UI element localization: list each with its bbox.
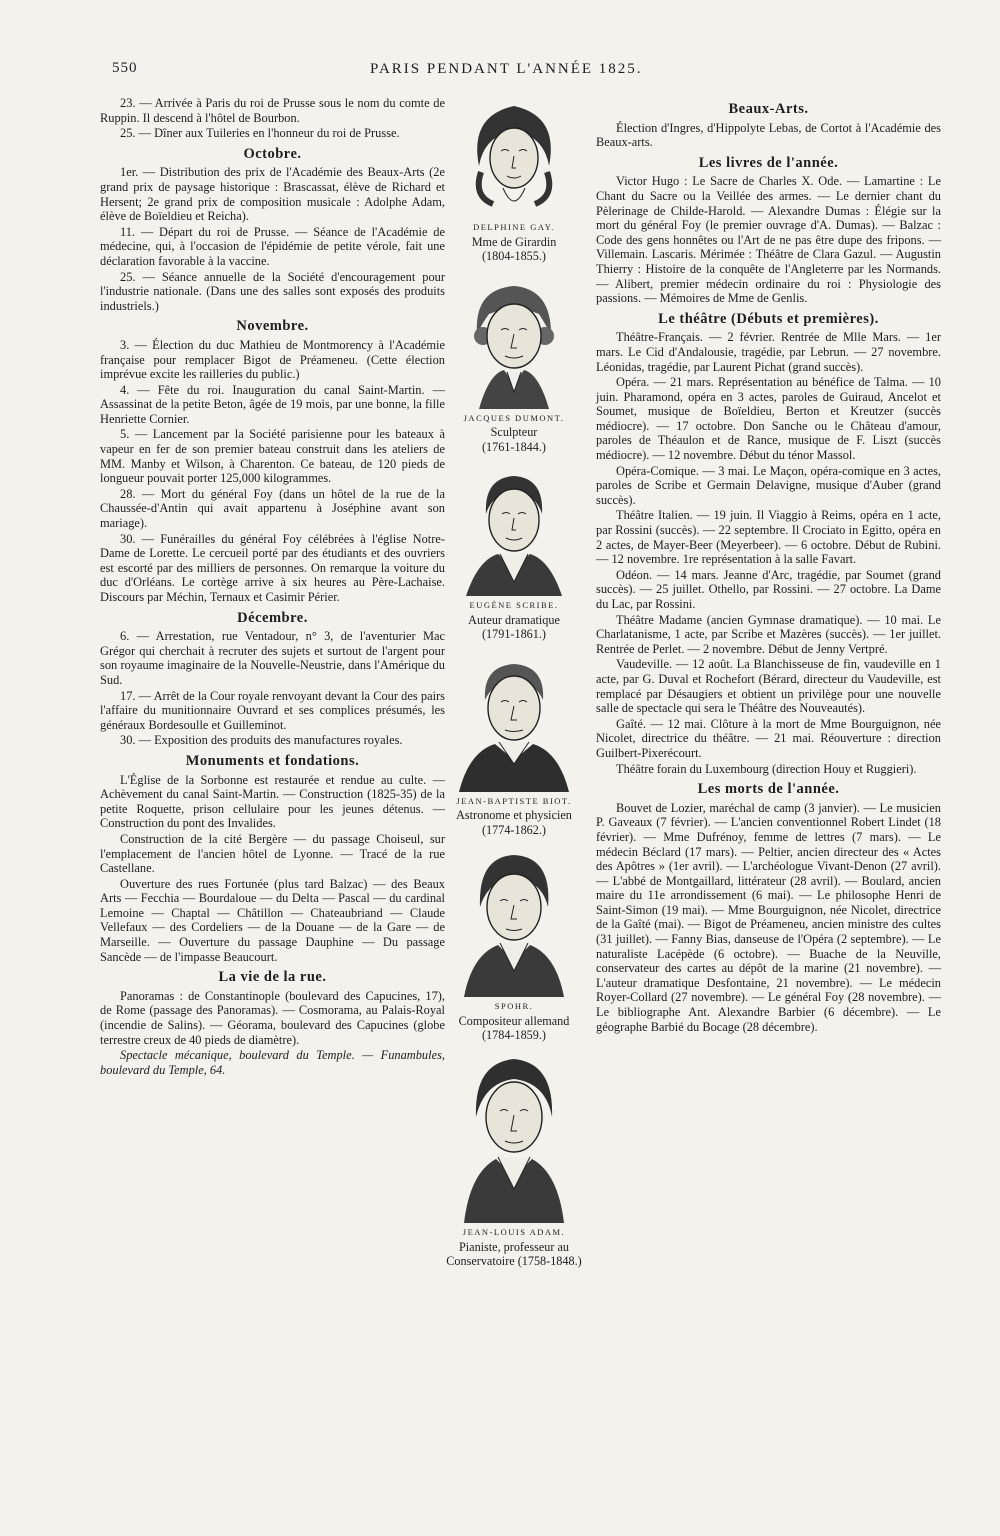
entry-paragraph: 3. — Élection du duc Mathieu de Montmorency à l'Académie française pour remplacer Bigot de Préameneu. (Cette élection imprévue excite les railleries du public.): [100, 337, 445, 382]
portrait-dates: (1804-1855.): [482, 249, 546, 264]
entry-paragraph: Théâtre forain du Luxembourg (direction Houy et Ruggieri).: [616, 761, 917, 776]
portrait-role: Compositeur allemand: [458, 1013, 570, 1028]
entry-paragraph: 1er. — Distribution des prix de l'Académie des Beaux-Arts (2e grand prix de paysage historique : Brascassat, élève de Richard et Hersent; 2e grand prix de composition musicale : Adolphe Adam, élève de Boïeldieu et Reicha).: [100, 165, 445, 224]
portrait-woman-icon: [459, 96, 569, 218]
portrait-block-eugene-scribe: [432, 464, 596, 642]
entry-paragraph: Vaudeville. — 12 août. La Blanchisseuse de fin, vaudeville en 1 acte, par G. Duval et Rochefort (Bérard, directeur du Vaudeville, est remplacé par Désaugiers et obtient un privilège pour une nouvelle salle de spectacle qui sera le Théâtre des Nouveautés).: [596, 657, 941, 716]
portrait-name: SPOHR.: [494, 1001, 534, 1012]
section-heading-december: Décembre.: [237, 609, 308, 626]
entry-paragraph: Bouvet de Lozier, maréchal de camp (3 janvier). — Le musicien P. Gaveaux (7 février). — L'ancien conventionnel Robert Lindet (18 février). — Mme Dufrénoy, femme de lettres (7 mars). — Le médecin Béclard (17 mars). — Peltier, ancien directeur des « Actes des Apôtres » (1er avril). — L'archéologue Vivant-Denon (27 avril). — L'abbé de Montgaillard, littérateur (28 avril). — Boulard, ancien maire du 11e arrondissement (6 mai). — Le philosophe Henri de Saint-Simon (19 mai). — Mme Bourguignon, née Nicolet, directrice de la Gaîté (mai). — Bigot de Préameneu, ancien ministre des cultes (31 juillet). — Fanny Bias, danseuse de l'Opéra (2 septembre). — Le naturaliste Lacépède (6 octobre). — Buache de la Neuville, conservateur des cartes au dépôt de la marine (21 novembre). — L'auteur dramatique Desfontaine, 21 novembre). — Le médecin Royer-Collard (27 novembre). — Le général Foy (28 novembre). — Le bibliographe Ant. Alexandre Barbier (6 décembre). — Le géographe Barbié du Bocage (28 décembre).: [596, 800, 941, 1034]
portrait-man-icon: [460, 847, 568, 997]
portrait-name: DELPHINE GAY.: [473, 222, 555, 232]
portrait-block-jacques-dumont: [432, 274, 596, 455]
portrait-name: EUGÈNE SCRIBE.: [469, 600, 559, 611]
portrait-column: [432, 96, 596, 1279]
entry-paragraph: Élection d'Ingres, d'Hippolyte Lebas, de Cortot à l'Académie des Beaux-arts.: [596, 120, 941, 150]
entry-paragraph: 25. — Dîner aux Tuileries en l'honneur du roi de Prusse.: [120, 126, 400, 141]
portrait-role: Auteur dramatique: [468, 612, 560, 627]
entry-paragraph: 17. — Arrêt de la Cour royale renvoyant devant la Cour des pairs l'affaire du munitionnaire Ouvrard et ses complices présumés, les généraux Bordesoulle et Guilleminot.: [100, 688, 445, 732]
entry-paragraph: Opéra. — 21 mars. Représentation au bénéfice de Talma. — 10 juin. Pharamond, opéra en 3 actes, paroles de Guiraud, Ancelot et Soumet, musique de Boïeldieu, Berton et Kreutzer (succès médiocre). — 17 octobre. Don Sanche ou le Château d'amour, paroles de Théaulon et de Rance, musique de F. Liszt (succès médiocre). — 12 novembre. Début du ténor Massol.: [596, 375, 941, 463]
entry-paragraph: Panoramas : de Constantinople (boulevard des Capucines, 17), de Rome (passage des Panoramas). — Cosmorama, au Palais-Royal (incendie de Salins). — Géorama, boulevard des Capucines (globe terrestre creux de 40 pieds de diamètre).: [100, 988, 445, 1047]
portrait-dates: (1761-1844.): [482, 439, 546, 454]
portrait-dates: (1784-1859.): [482, 1028, 546, 1043]
entry-paragraph: 30. — Exposition des produits des manufactures royales.: [120, 733, 403, 748]
entry-paragraph: Gaîté. — 12 mai. Clôture à la mort de Mme Bourguignon, née Nicolet, directrice du théâtre. — 21 mai. Réouverture : direction Guilbert-Pixerécourt.: [596, 716, 941, 760]
left-column: [100, 96, 445, 1078]
portrait-name: JEAN-BAPTISTE BIOT.: [456, 795, 572, 806]
portrait-man-icon: [459, 274, 569, 409]
entry-paragraph: 28. — Mort du général Foy (dans un hôtel de la rue de la Chaussée-d'Antin qui avait appartenu à Joséphine avant son mariage).: [100, 486, 445, 531]
portrait-dates: (1774-1862.): [482, 822, 546, 837]
section-heading-monuments: Monuments et fondations.: [185, 752, 360, 769]
entry-paragraph: 5. — Lancement par la Société parisienne pour les bateaux à vapeur en fer de son premier bateau construit dans les ateliers de MM. Manby et Wilson, à Charenton. Ce bateau, de 120 pieds de longueur pouvait porter 125,000 kilogrammes.: [100, 427, 445, 486]
portrait-dates: (1791-1861.): [482, 627, 546, 642]
entry-paragraph: Théâtre Italien. — 19 juin. Il Viaggio à Reims, opéra en 1 acte, par Rossini (succès). — 22 septembre. Il Crociato in Egitto, opéra en 2 actes, de Mayer-Beer (Meyerbeer). — 6 octobre. Début de Rubini. — 12 novembre. 1re représentation à la salle Favart.: [596, 508, 941, 567]
entry-paragraph: 6. — Arrestation, rue Ventadour, n° 3, de l'aventurier Mac Grégor qui cherchait à recruter des sujets et surtout de l'argent pour son royaume imaginaire de la Nouvelle-Neustrie, dans l'Amérique du Sud.: [100, 629, 445, 687]
entry-paragraph: 25. — Séance annuelle de la Société d'encouragement pour l'industrie nationale. (Dans une des salles sont exposés des produits industriels.): [100, 269, 445, 313]
portrait-role: Sculpteur: [490, 425, 538, 440]
section-heading-october: Octobre.: [243, 145, 302, 162]
section-heading-books: Les livres de l'année.: [698, 154, 839, 171]
portrait-man-icon: [460, 1053, 568, 1223]
section-heading-beaux-arts: Beaux-Arts.: [728, 101, 809, 117]
entry-paragraph: Théâtre Madame (ancien Gymnase dramatique). — 10 mai. Le Charlatanisme, 1 acte, par Scribe et Mazères (succès). — 1er juillet. Rentrée de Perlet. — 2 novembre. Début de Jenny Vertpré.: [596, 612, 941, 656]
entry-paragraph: Victor Hugo : Le Sacre de Charles X. Ode. — Lamartine : Le Chant du Sacre ou la Veillée des armes. — Le dernier chant du Pèlerinage de Childe-Harold. — Alexandre Dumas : Élégie sur la mort du général Foy (le premier ouvrage d'A. Dumas). — Balzac : Code des gens honnêtes ou l'Art de ne pas être dupe des fripons. — Villemain. Lascaris. Mérimée : Théâtre de Clara Gazul. — Augustin Thierry : Histoire de la conquête de l'Angleterre par les Normands. — Alibert, premier médecin ordinaire du roi : Physiologie des passions. — Mémoires de Mme de Genlis.: [596, 174, 941, 306]
section-heading-theatre: Le théâtre (Débuts et premières).: [658, 310, 879, 327]
section-heading-november: Novembre.: [236, 318, 309, 335]
entry-paragraph: Construction de la cité Bergère — du passage Choiseul, sur l'emplacement de l'ancien hôtel de Lyonne. — Tracé de la rue Castellane.: [100, 831, 445, 876]
entry-paragraph: 30. — Funérailles du général Foy célébrées à l'église Notre-Dame de Lorette. Le cercueil porté par des étudiants et des ouvriers est escorté par des milliers de personnes. On remarque la voiture du duc d'Orléans. Le cortège arrive à six heures au Père-Lachaise. Discours par Méchin, Ternaux et Casimir Périer.: [100, 531, 445, 604]
entry-paragraph: Théâtre-Français. — 2 février. Rentrée de Mlle Mars. — 1er mars. Le Cid d'Andalousie, tragédie, par Lebrun. — 27 novembre. Léonidas, tragédie, par Laurent Pichat (grand succès).: [596, 330, 941, 374]
portrait-block-delphine-gay: [432, 96, 596, 264]
portrait-block-jean-baptiste-biot: [432, 652, 596, 838]
entry-paragraph: 4. — Fête du roi. Inauguration du canal Saint-Martin. — Assassinat de la petite Beton, âgée de 19 mois, par une bonne, la fille Henriette Cornier.: [100, 382, 445, 426]
page-number: 550: [112, 60, 138, 76]
portrait-role: Pianiste, professeur au Conservatoire (1758-1848.): [446, 1239, 582, 1269]
portrait-man-icon: [455, 652, 573, 792]
portrait-man-icon: [458, 464, 570, 596]
portrait-name: JACQUES DUMONT.: [463, 412, 565, 423]
portrait-role: Mme de Girardin: [471, 234, 557, 249]
entry-paragraph: 11. — Départ du roi de Prusse. — Séance de l'Académie de médecine, qui, à l'occasion de l'épidémie de petite vérole, fait une déclaration favorable à la vaccine.: [100, 224, 445, 268]
entry-paragraph: L'Église de la Sorbonne est restaurée et rendue au culte. — Achèvement du canal Saint-Martin. — Construction (1825-35) de la petite Roquette, prison cellulaire pour les jeunes détenus. — Construction du pont des Invalides.: [100, 772, 445, 831]
portrait-role: Astronome et physicien: [456, 808, 572, 823]
section-heading-street-life: La vie de la rue.: [218, 969, 327, 986]
entry-paragraph: Opéra-Comique. — 3 mai. Le Maçon, opéra-comique en 3 actes, paroles de Scribe et Germain Delavigne, musique d'Auber (grand succès).: [596, 463, 941, 507]
portrait-block-spohr: [432, 847, 596, 1043]
right-column: [596, 96, 941, 1035]
portrait-name: JEAN-LOUIS ADAM.: [462, 1226, 566, 1237]
running-title: PARIS PENDANT L'ANNÉE 1825.: [370, 61, 643, 77]
entry-paragraph: Odéon. — 14 mars. Jeanne d'Arc, tragédie, par Soumet (grand succès). — 25 juillet. Othello, par Rossini. — 27 octobre. La Dame du Lac, par Rossini.: [596, 567, 941, 611]
entry-paragraph: 23. — Arrivée à Paris du roi de Prusse sous le nom du comte de Ruppin. Il descend à l'hôtel de Bourbon.: [100, 96, 445, 125]
section-heading-deaths: Les morts de l'année.: [697, 781, 840, 798]
portrait-block-jean-louis-adam: [432, 1053, 596, 1269]
entry-paragraph: Ouverture des rues Fortunée (plus tard Balzac) — des Beaux Arts — Fecchia — Bourdaloue — du Delta — Pascal — du cardinal Lemoine — Chaptal — Châtillon — Chateaubriand — Claude Vellefaux — des Cordeliers — de la Douane — de la Gare — de Marseille. — Ouverture du passage Dauphine — Du passage Sancède — de l'impasse Beaucourt.: [100, 876, 445, 964]
entry-paragraph: Spectacle mécanique, boulevard du Temple. — Funambules, boulevard du Temple, 64.: [100, 1048, 445, 1077]
